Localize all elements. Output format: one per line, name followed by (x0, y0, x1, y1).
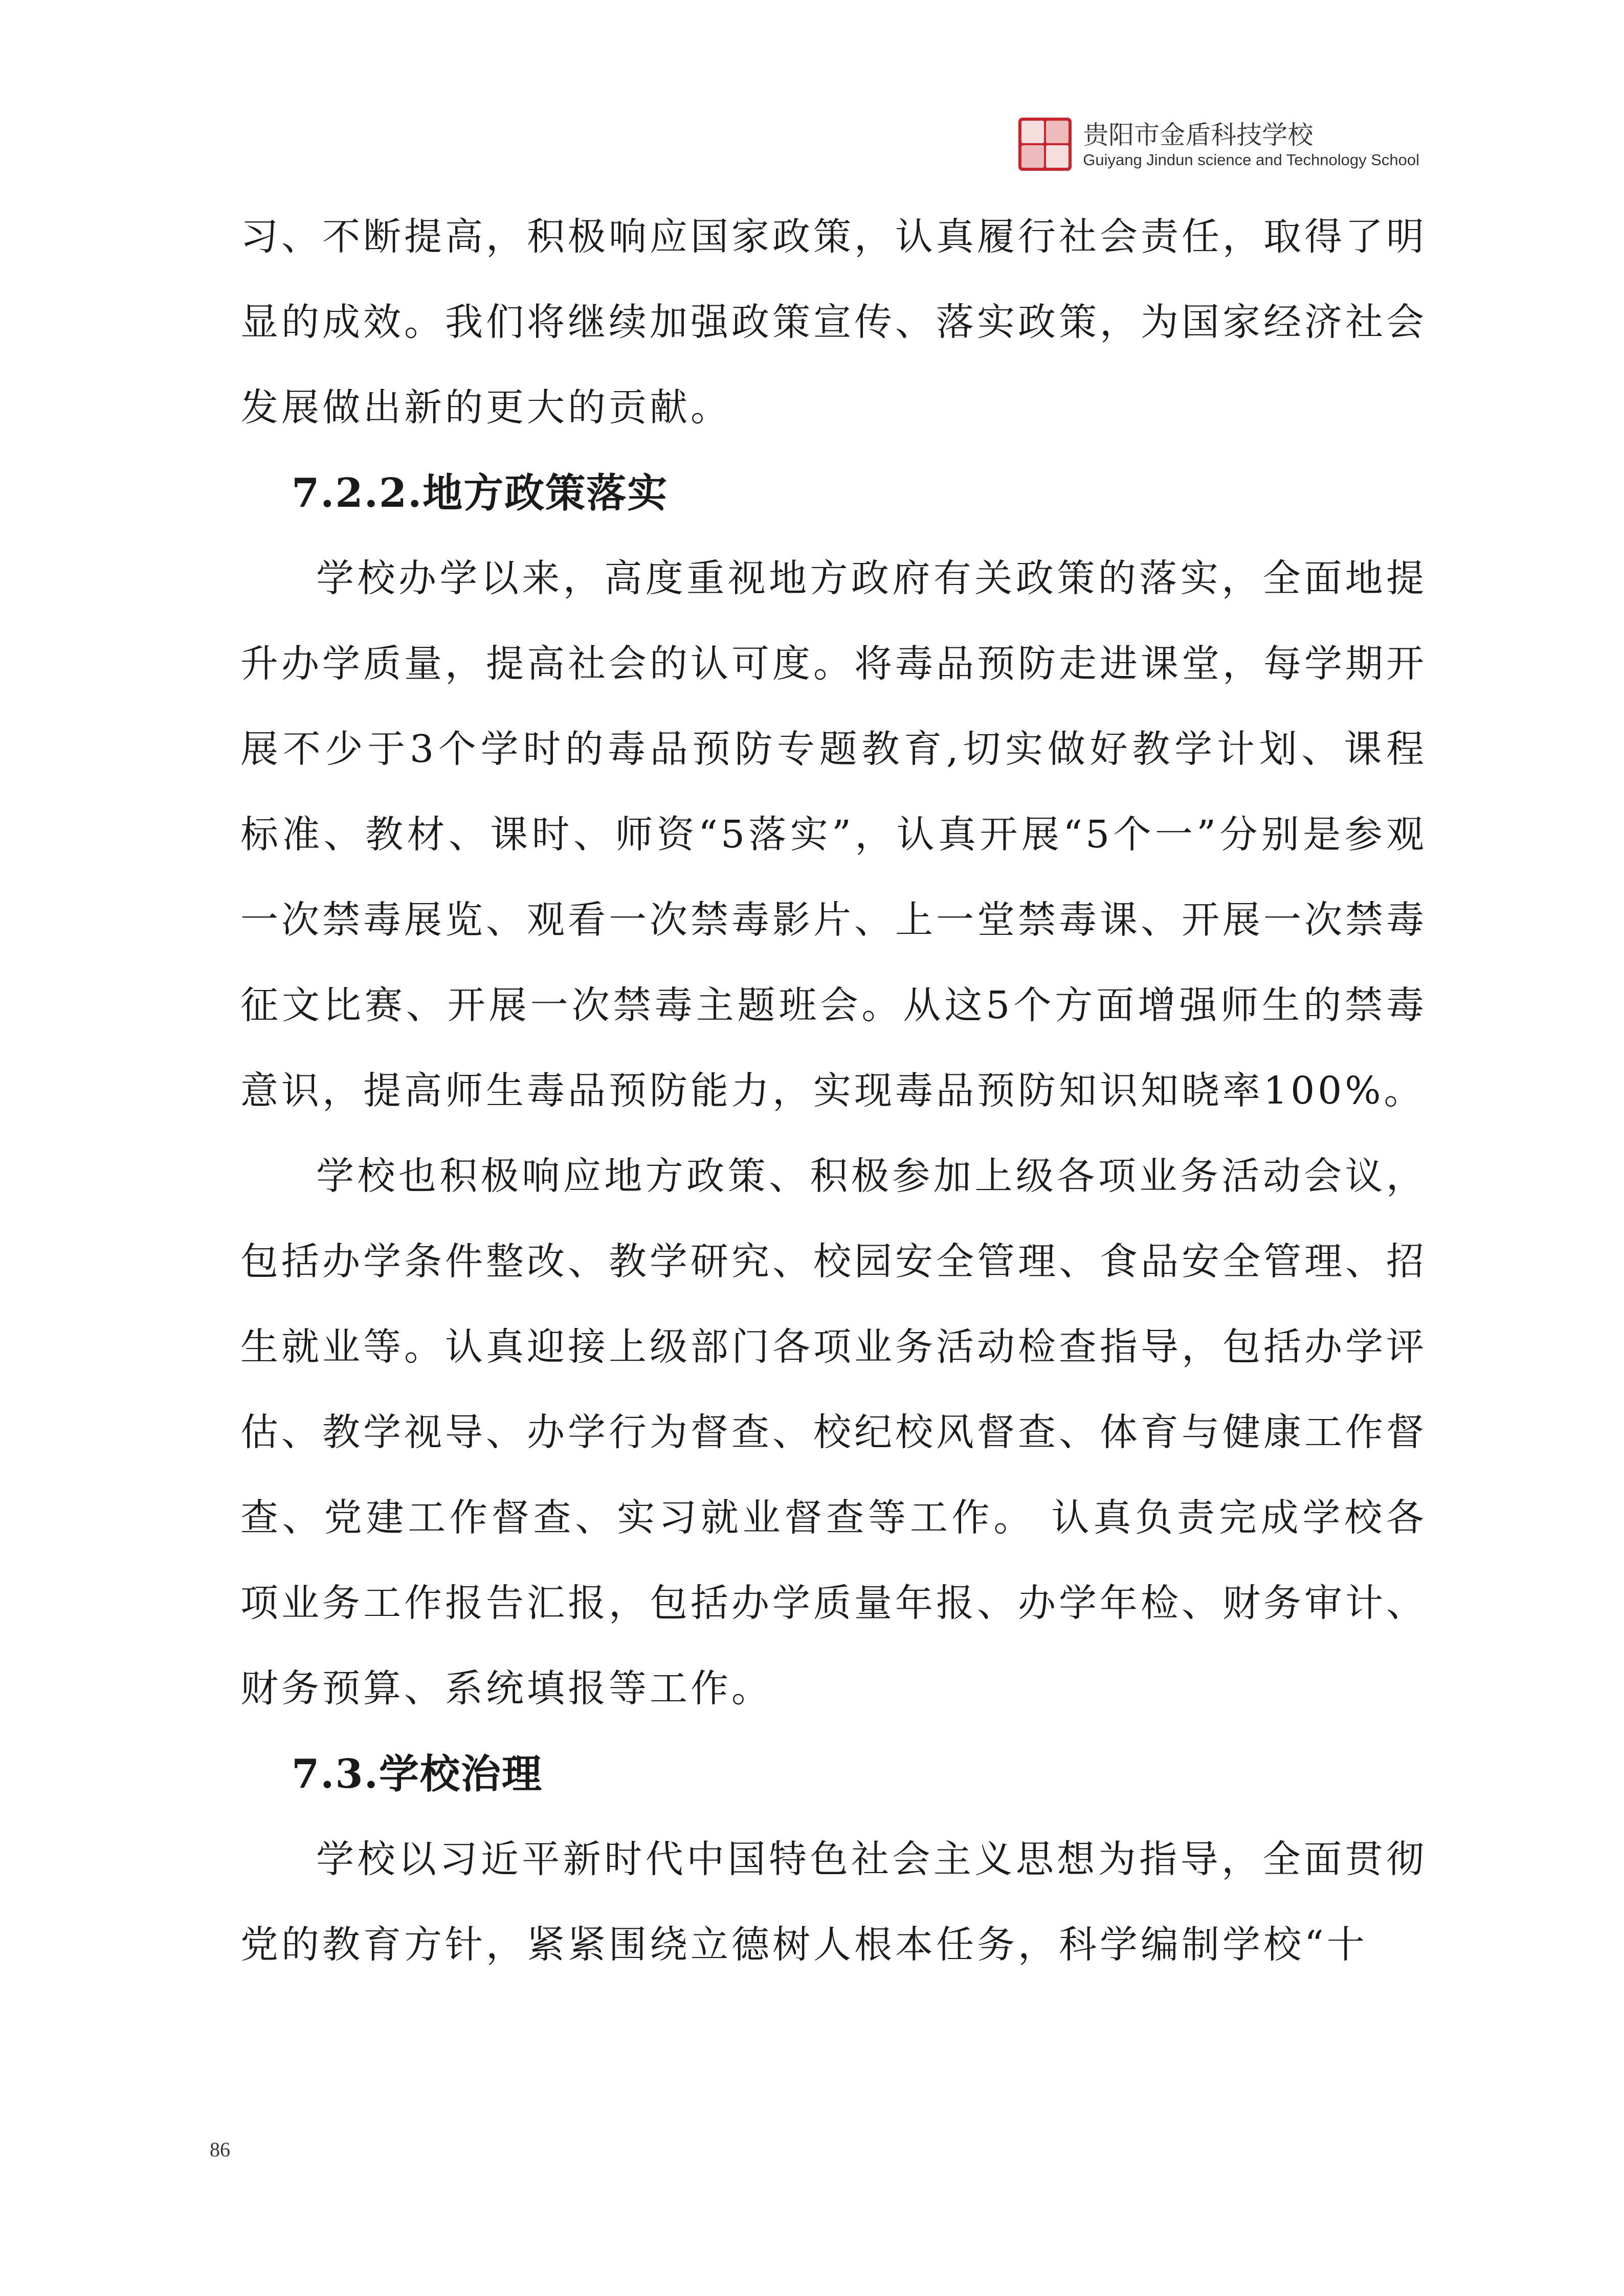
school-name-english: Guiyang Jindun science and Technology School (1083, 151, 1419, 169)
school-name (1083, 119, 1419, 169)
paragraph-school-governance: 学校以习近平新时代中国特色社会主义思想为指导，全面贯彻党的教育方针，紧紧围绕立德树人根本任务，科学编制学校“十 (240, 1837, 1427, 1967)
page-header (1018, 118, 1419, 171)
school-name-chinese: 贵阳市金盾科技学校 (1083, 120, 1314, 150)
section-heading-7-2-2: 7.2.2.地方政策落实 (292, 470, 669, 516)
page-number: 86 (210, 2138, 230, 2161)
paragraph-drug-prevention: 学校办学以来，高度重视地方政府有关政策的落实，全面地提升办学质量，提高社会的认可度。将毒品预防走进课堂，每学期开展不少于3个学时的毒品预防专题教育,切实做好教学计划、课程标准、教材、课时、师资“5落实”，认真开展“5个一”分别是参观一次禁毒展览、观看一次禁毒影片、上一堂禁毒课、开展一次禁毒征文比赛、开展一次禁毒主题班会。从这5个方面增强师生的禁毒意识，提高师生毒品预防能力，实现毒品预防知识知晓率100%。 (240, 556, 1427, 1113)
section-heading-7-3: 7.3.学校治理 (292, 1751, 543, 1797)
paragraph-local-policy: 学校也积极响应地方政策、积极参加上级各项业务活动会议，包括办学条件整改、教学研究、校园安全管理、食品安全管理、招生就业等。认真迎接上级部门各项业务活动检查指导，包括办学评估、教学视导、办学行为督查、校纪校风督查、体育与健康工作督查、党建工作督查、实习就业督查等工作。 认真负责完成学校各项业务工作报告汇报，包括办学质量年报、办学年检、财务审计、财务预算、系统填报等工作。 (240, 1154, 1427, 1710)
school-logo-icon (1018, 118, 1072, 171)
document-body (240, 194, 1427, 1988)
paragraph-continued: 习、不断提高，积极响应国家政策，认真履行社会责任，取得了明显的成效。我们将继续加强政策宣传、落实政策，为国家经济社会发展做出新的更大的贡献。 (240, 215, 1427, 430)
